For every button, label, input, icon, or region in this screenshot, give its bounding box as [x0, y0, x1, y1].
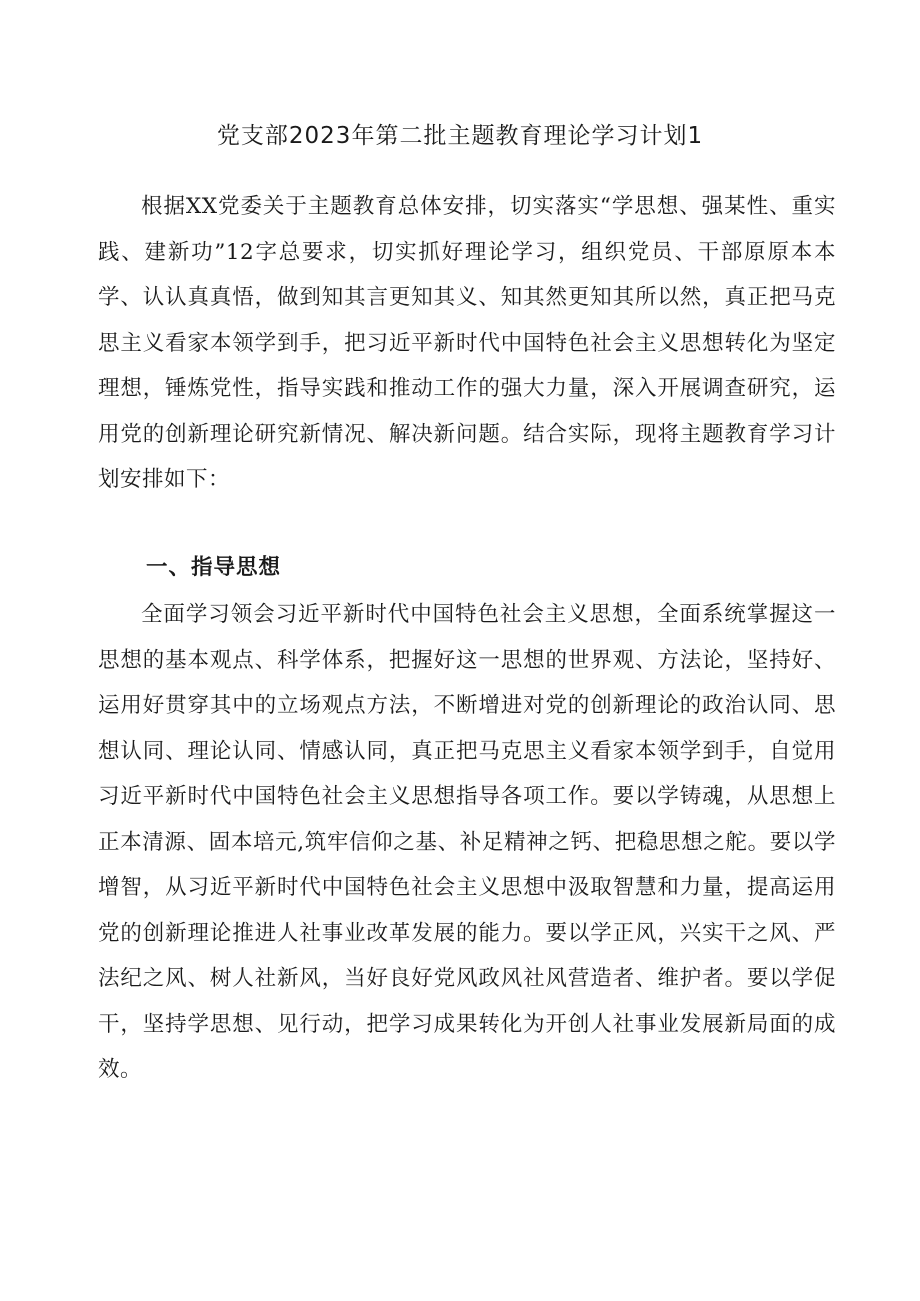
- section-heading-guiding-ideology: 一、指导思想: [146, 555, 282, 580]
- intro-paragraph: 根据XX党委关于主题教育总体安排，切实落实“学思想、强某性、重实践、建新功”12字总要求，切实抓好理论学习，组织党员、干部原原本本学、认认真真悟，做到知其言更知其义、知其然更知其所以然，真正把马克思主义看家本领学到手，把习近平新时代中国特色社会主义思想转化为坚定理想，锤炼党性，指导实践和推动工作的强大力量，深入开展调查研究，运用党的创新理论研究新情况、解决新问题。结合实际，现将主题教育学习计划安排如下：: [98, 194, 836, 492]
- section-paragraph-guiding-ideology: 全面学习领会习近平新时代中国特色社会主义思想，全面系统掌握这一思想的基本观点、科学体系，把握好这一思想的世界观、方法论，坚持好、运用好贯穿其中的立场观点方法，不断增进对党的创新理论的政治认同、思想认同、理论认同、情感认同，真正把马克思主义看家本领学到手，自觉用习近平新时代中国特色社会主义思想指导各项工作。要以学铸魂，从思想上正本清源、固本培元,筑牢信仰之基、补足精神之钙、把稳思想之舵。要以学增智，从习近平新时代中国特色社会主义思想中汲取智慧和力量，提高运用党的创新理论推进人社事业改革发展的能力。要以学正风，兴实干之风、严法纪之风、树人社新风，当好良好党风政风社风营造者、维护者。要以学促干，坚持学思想、见行动，把学习成果转化为开创人社事业发展新局面的成效。: [98, 602, 836, 1082]
- document-title: 党支部2023年第二批主题教育理论学习计划1: [216, 123, 704, 149]
